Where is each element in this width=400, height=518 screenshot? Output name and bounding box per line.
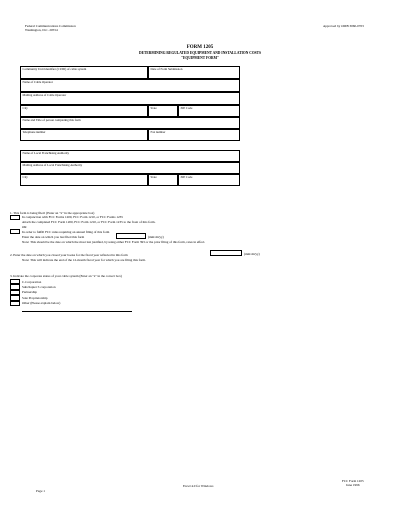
operator-zip-label: ZIP Code [180, 106, 193, 110]
q2-date-input[interactable] [210, 250, 242, 256]
q1-prompt: 1. This form is being filed: (Enter an "x" in the appropriate box) [10, 211, 95, 215]
lfa-zip-field[interactable] [178, 174, 240, 186]
operator-name-label: Name of Cable Operator [22, 80, 53, 84]
lfa-state-label: State [150, 175, 157, 179]
form-date: June 1996 [346, 483, 360, 487]
omb-approval: Approved by OMB 3060-0703 [323, 24, 364, 28]
operator-city-label: City [22, 106, 28, 110]
lfa-name-field[interactable] [20, 150, 240, 162]
other-status-label: Other (Please explain below) [22, 301, 61, 306]
operator-zip-field[interactable] [178, 105, 240, 117]
q1-option-b-checkbox[interactable] [10, 229, 20, 234]
cuid-field[interactable] [20, 66, 148, 79]
telephone-field[interactable] [20, 129, 148, 141]
operator-name-field[interactable] [20, 79, 240, 92]
q3-prompt: 3. Indicate the corporate status of your cable system (Enter an "x" in the correct box) [10, 274, 122, 278]
q1-option-a-checkbox[interactable] [10, 215, 20, 220]
partnership-label: Partnership [22, 290, 38, 295]
other-status-checkbox[interactable] [10, 301, 20, 306]
subchapter-s-label: Subchapter S corporation [22, 285, 56, 289]
operator-state-field[interactable] [148, 105, 178, 117]
lfa-state-field[interactable] [148, 174, 178, 186]
form-number: FORM 1205 [186, 45, 214, 50]
lfa-address-label: Mailing Address of Local Franchising Authority [22, 163, 83, 167]
q1-note: Note: This should be the date on which the most last justified, by using either FCC Form 393 or the prior filing of this form, rates in effect. [22, 240, 206, 244]
q1-date-format: (mm/dd/yy) [148, 235, 164, 239]
q1-or-label: OR [22, 225, 27, 229]
q1-date-prompt: Enter the date on which you last filed this form [22, 235, 85, 239]
q2-note: Note: This will indicate the end of the 12-month fiscal year for which you are filing this form. [22, 258, 146, 262]
q1-date-input[interactable] [116, 233, 146, 239]
operator-city-field[interactable] [20, 105, 148, 117]
q1-option-b-label: In order to fulfill FCC rules requiring an annual filing of this form [22, 230, 110, 234]
q2-date-format: (mm/dd/yy) [244, 252, 260, 256]
submission-date-label: Date of Form Submission [150, 67, 183, 71]
agency-address: Washington, D.C. 20554 [25, 28, 58, 32]
sole-proprietorship-label: Sole Proprietorship [22, 295, 48, 300]
operator-state-label: State [150, 106, 157, 110]
lfa-name-label: Name of Local Franchising Authority [22, 151, 70, 155]
form-id: FCC Form 1205 [342, 479, 364, 483]
lfa-city-label: City [22, 175, 28, 179]
form-title: DETERMINING REGULATED EQUIPMENT AND INSTALLATION COSTS [138, 51, 262, 55]
cuid-label: Community Unit Identifier (CUID) of cable system [22, 67, 87, 71]
lfa-address-field[interactable] [20, 162, 240, 174]
operator-address-label: Mailing Address of Cable Operator [22, 93, 67, 97]
lfa-zip-label: ZIP Code [180, 175, 193, 179]
operator-address-field[interactable] [20, 92, 240, 105]
page-number: Page 1 [36, 489, 45, 493]
fax-label: Fax number [150, 130, 166, 134]
contact-name-field[interactable] [20, 117, 240, 129]
submission-date-field[interactable] [148, 66, 240, 79]
lfa-city-field[interactable] [20, 174, 148, 186]
software-label: Excel 4.0 for Windows [183, 484, 214, 488]
agency-name: Federal Communications Commission [25, 24, 76, 28]
q1-option-a-label: In conjunction with FCC Forms 1200, FCC Form 1210, or FCC Forms 1235 [22, 215, 123, 219]
form-subtitle: "EQUIPMENT FORM" [181, 55, 219, 60]
telephone-label: Telephone number [22, 130, 46, 134]
other-explanation-line[interactable] [22, 311, 132, 312]
q1-option-a-note: Attach the completed FCC Form 1200, FCC Form 1210, or FCC Form 1235 to the front of this form. [22, 220, 156, 224]
c-corporation-label: C-Corporation [22, 279, 42, 284]
contact-name-label: Name and Title of person completing this form [22, 118, 81, 122]
fax-field[interactable] [148, 129, 240, 141]
q2-prompt: 2. Enter the date on which you closed your books for the fiscal year reflected in this form [10, 253, 128, 257]
